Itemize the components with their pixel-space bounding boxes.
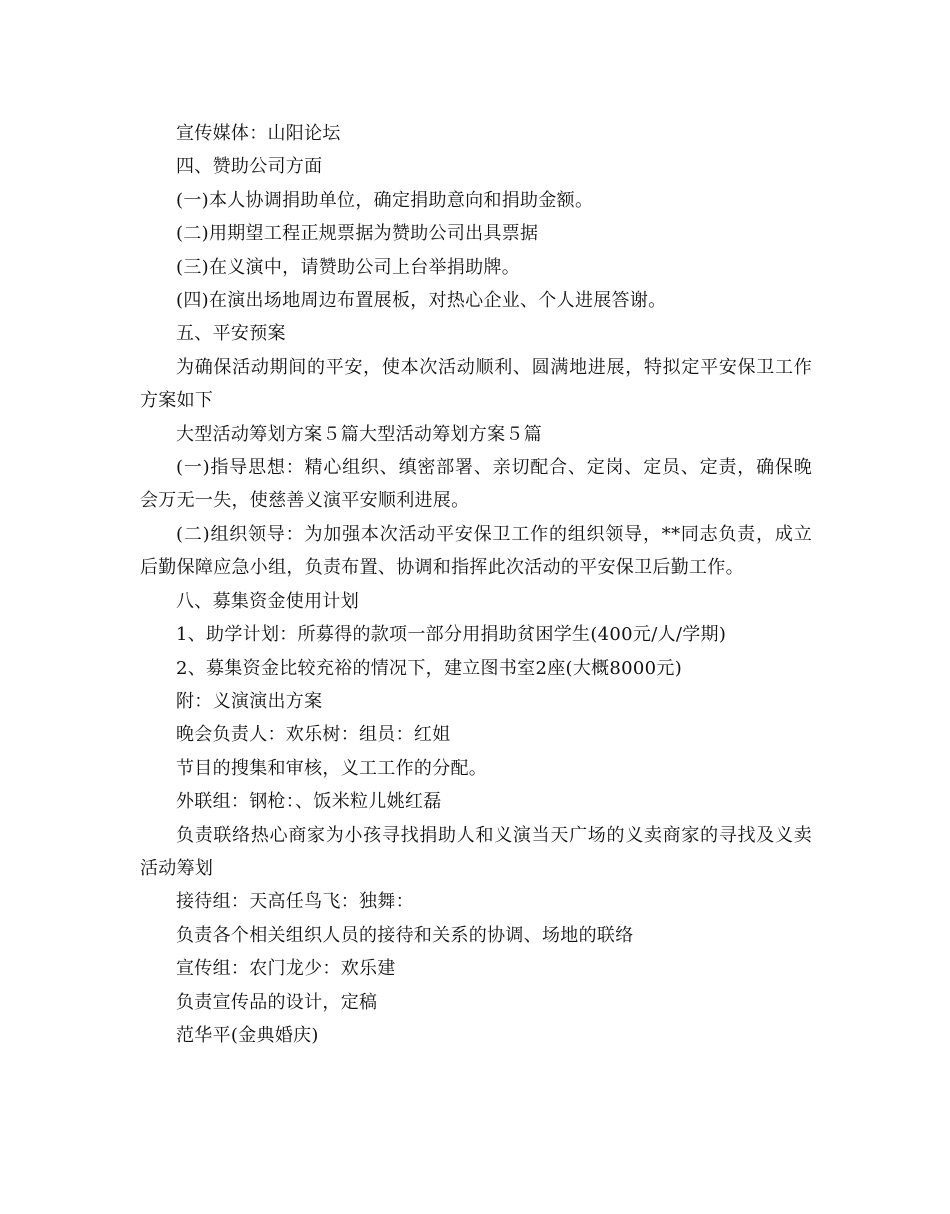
document-body [140,117,812,1052]
paragraph-reception-group: 接待组：天高任鸟飞：独舞： [176,891,414,913]
heading-safety-plan: 五、平安预案 [176,323,286,345]
paragraph-publicity-duty: 负责宣传品的设计，定稿 [176,991,378,1013]
paragraph-media: 宣传媒体：山阳论坛 [176,123,341,144]
paragraph-sponsor-2: (二)用期望工程正规票据为赞助公司出具票据 [176,223,539,245]
paragraph-liaison-duty: 负责联络热心商家为小孩寻找捐助人和义演当天广场的义卖商家的寻找及义卖活动筹划 [140,824,812,879]
paragraph-liaison-group: 外联组：钢枪：、饭米粒儿姚红磊 [176,791,442,813]
paragraph-sponsor-4: (四)在演出场地周边布置展板，对热心企业、个人进展答谢。 [176,290,667,312]
paragraph-party-lead: 晚会负责人：欢乐树：组员：红姐 [176,724,451,746]
heading-fund-use: 八、募集资金使用计划 [176,590,359,612]
paragraph-safety-intro: 为确保活动期间的平安，使本次活动顺利、圆满地进展，特拟定平安保卫工作方案如下 [140,356,812,412]
paragraph-sponsor-3: (三)在义演中，请赞助公司上台举捐助牌。 [176,256,521,278]
paragraph-guiding-idea: (一)指导思想：精心组织、缜密部署、亲切配合、定岗、定员、定责，确保晚会万无一失，使慈善义演平安顺利进展。 [140,457,812,512]
heading-appendix: 附：义演演出方案 [176,690,323,712]
paragraph-fund-use-2: 2、募集资金比较充裕的情况下，建立图书室2座(大概8000元) [176,657,683,679]
paragraph-fund-use-1: 1、助学计划：所募得的款项一部分用捐助贫困学生(400元/人/学期) [176,624,727,646]
paragraph-sponsor-1: (一)本人协调捐助单位，确定捐助意向和捐助金额。 [176,189,594,211]
heading-sponsor-section: 四、赞助公司方面 [176,156,323,178]
paragraph-reception-duty: 负责各个相关组织人员的接待和关系的协调、场地的联络 [176,924,634,946]
paragraph-organization: (二)组织领导：为加强本次活动平安保卫工作的组织领导，**同志负责，成立后勤保障应急小组，负责布置、协调和指挥此次活动的平安保卫后勤工作。 [140,523,812,579]
paragraph-program-duty: 节目的搜集和审核，义工工作的分配。 [176,757,488,779]
paragraph-publicity-group: 宣传组：农门龙少：欢乐建 [176,958,396,980]
paragraph-plan-title: 大型活动筹划方案５篇大型活动筹划方案５篇 [176,423,542,445]
paragraph-wedding-company: 范华平(金典婚庆) [176,1024,319,1046]
